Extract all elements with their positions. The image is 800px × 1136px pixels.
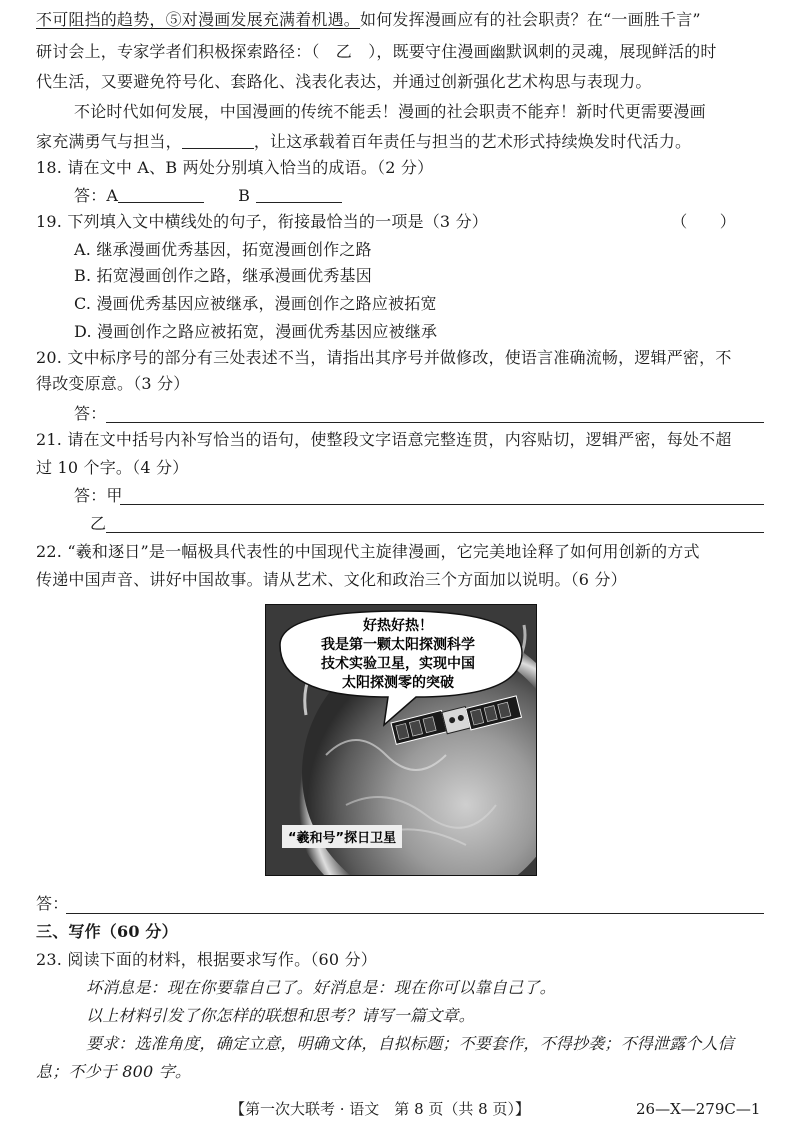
para-second-line-1: 不论时代如何发展，中国漫画的传统不能丢！漫画的社会职责不能弃！新时代更需要漫画 bbox=[74, 102, 706, 121]
q19-option-c: C. 漫画优秀基因应被继承，漫画创作之路应被拓宽 bbox=[74, 294, 437, 313]
para-top-line-1 bbox=[36, 8, 772, 32]
bubble-line-1: 好热好热！ bbox=[363, 618, 433, 634]
q19-option-a: A. 继承漫画优秀基因，拓宽漫画创作之路 bbox=[74, 240, 372, 259]
q19-answer-paren[interactable]: （ ） bbox=[671, 212, 736, 231]
page-footer-center: 【第一次大联考 · 语文 第 8 页（共 8 页）】 bbox=[230, 1100, 530, 1118]
q18-answer-a-label: 答：A bbox=[74, 186, 119, 205]
comic-caption: “羲和号”探日卫星 bbox=[282, 825, 402, 848]
page-footer-code: 26—X—279C—1 bbox=[636, 1100, 761, 1118]
para-top-line-1-rest: 如何发挥漫画应有的社会职责？在“一画胜千言” bbox=[360, 10, 701, 29]
q20-answer-label: 答： bbox=[74, 404, 107, 423]
comic-xihe-chasing-sun bbox=[265, 604, 537, 876]
q18-answer-b-label: B bbox=[238, 186, 251, 205]
para-second-line-2-start: 家充满勇气与担当， bbox=[36, 132, 182, 151]
para-second-line-2-end: ，让这承载着百年责任与担当的艺术形式持续焕发时代活力。 bbox=[253, 132, 692, 151]
q18-stem: 18. 请在文中 A、B 两处分别填入恰当的成语。（2 分） bbox=[36, 158, 434, 177]
q22-stem-line-1: 22. “羲和逐日”是一幅极具代表性的中国现代主旋律漫画，它完美地诠释了如何用创新的方式 bbox=[36, 542, 700, 561]
q19-option-b: B. 拓宽漫画创作之路，继承漫画优秀基因 bbox=[74, 266, 372, 285]
q22-stem-line-2: 传递中国声音、讲好中国故事。请从艺术、文化和政治三个方面加以说明。（6 分） bbox=[36, 570, 627, 589]
q23-requirement-line-1: 要求：选准角度，确定立意，明确文体，自拟标题；不要套作，不得抄袭；不得泄露个人信 bbox=[86, 1034, 735, 1053]
q23-prompt: 以上材料引发了你怎样的联想和思考？请写一篇文章。 bbox=[86, 1006, 475, 1025]
para-top-line-3: 代生活，又要避免符号化、套路化、浅表化表达，并通过创新强化艺术构思与表现力。 bbox=[36, 72, 652, 91]
q18-answer-row bbox=[74, 184, 772, 208]
para-second-line-2 bbox=[36, 130, 772, 154]
bubble-line-3: 技术实验卫星，实现中国 bbox=[321, 656, 475, 672]
q22-answer-line[interactable] bbox=[66, 912, 764, 914]
q18-answer-a-field[interactable] bbox=[118, 186, 204, 203]
q23-stem: 23. 阅读下面的材料，根据要求写作。（60 分） bbox=[36, 950, 377, 969]
q20-answer-line[interactable] bbox=[106, 421, 764, 423]
q23-material: 坏消息是：现在你要靠自己了。好消息是：现在你可以靠自己了。 bbox=[86, 978, 556, 997]
q21-answer-yi-label: 乙 bbox=[90, 514, 107, 533]
section-3-title: 三、写作（60 分） bbox=[36, 922, 178, 941]
q19-stem-text: 19. 下列填入文中横线处的句子，衔接最恰当的一项是（3 分） bbox=[36, 212, 488, 231]
q21-stem-line-2: 过 10 个字。（4 分） bbox=[36, 458, 189, 477]
q21-answer-jia-label: 答：甲 bbox=[74, 486, 123, 505]
bubble-line-2: 我是第一颗太阳探测科学 bbox=[321, 637, 475, 653]
q19-option-d: D. 漫画创作之路应被拓宽，漫画优秀基因应被继承 bbox=[74, 322, 438, 341]
q23-requirement-line-2: 息；不少于 800 字。 bbox=[36, 1062, 192, 1081]
q19-stem bbox=[36, 210, 772, 234]
fill-blank-line[interactable] bbox=[182, 132, 254, 149]
q18-answer-b-field[interactable] bbox=[256, 186, 342, 203]
q21-answer-yi-line[interactable] bbox=[106, 531, 764, 533]
bubble-line-4: 太阳探测零的突破 bbox=[342, 675, 454, 691]
q20-stem-line-1: 20. 文中标序号的部分有三处表述不当，请指出其序号并做修改，使语言准确流畅，逻辑严密，不 bbox=[36, 348, 732, 367]
q22-answer-label: 答： bbox=[36, 894, 69, 913]
para-top-line-2: 研讨会上，专家学者们积极探索路径：（ 乙 ），既要守住漫画幽默讽刺的灵魂，展现鲜活的时 bbox=[36, 42, 717, 61]
q20-stem-line-2: 得改变原意。（3 分） bbox=[36, 374, 190, 393]
q21-answer-jia-line[interactable] bbox=[120, 503, 764, 505]
underlined-sentence-5: 不可阻挡的趋势，⑤对漫画发展充满着机遇。 bbox=[36, 10, 361, 29]
q21-stem-line-1: 21. 请在文中括号内补写恰当的语句，使整段文字语意完整连贯，内容贴切，逻辑严密，每处不超 bbox=[36, 430, 732, 449]
comic-speech-bubble bbox=[288, 617, 508, 693]
